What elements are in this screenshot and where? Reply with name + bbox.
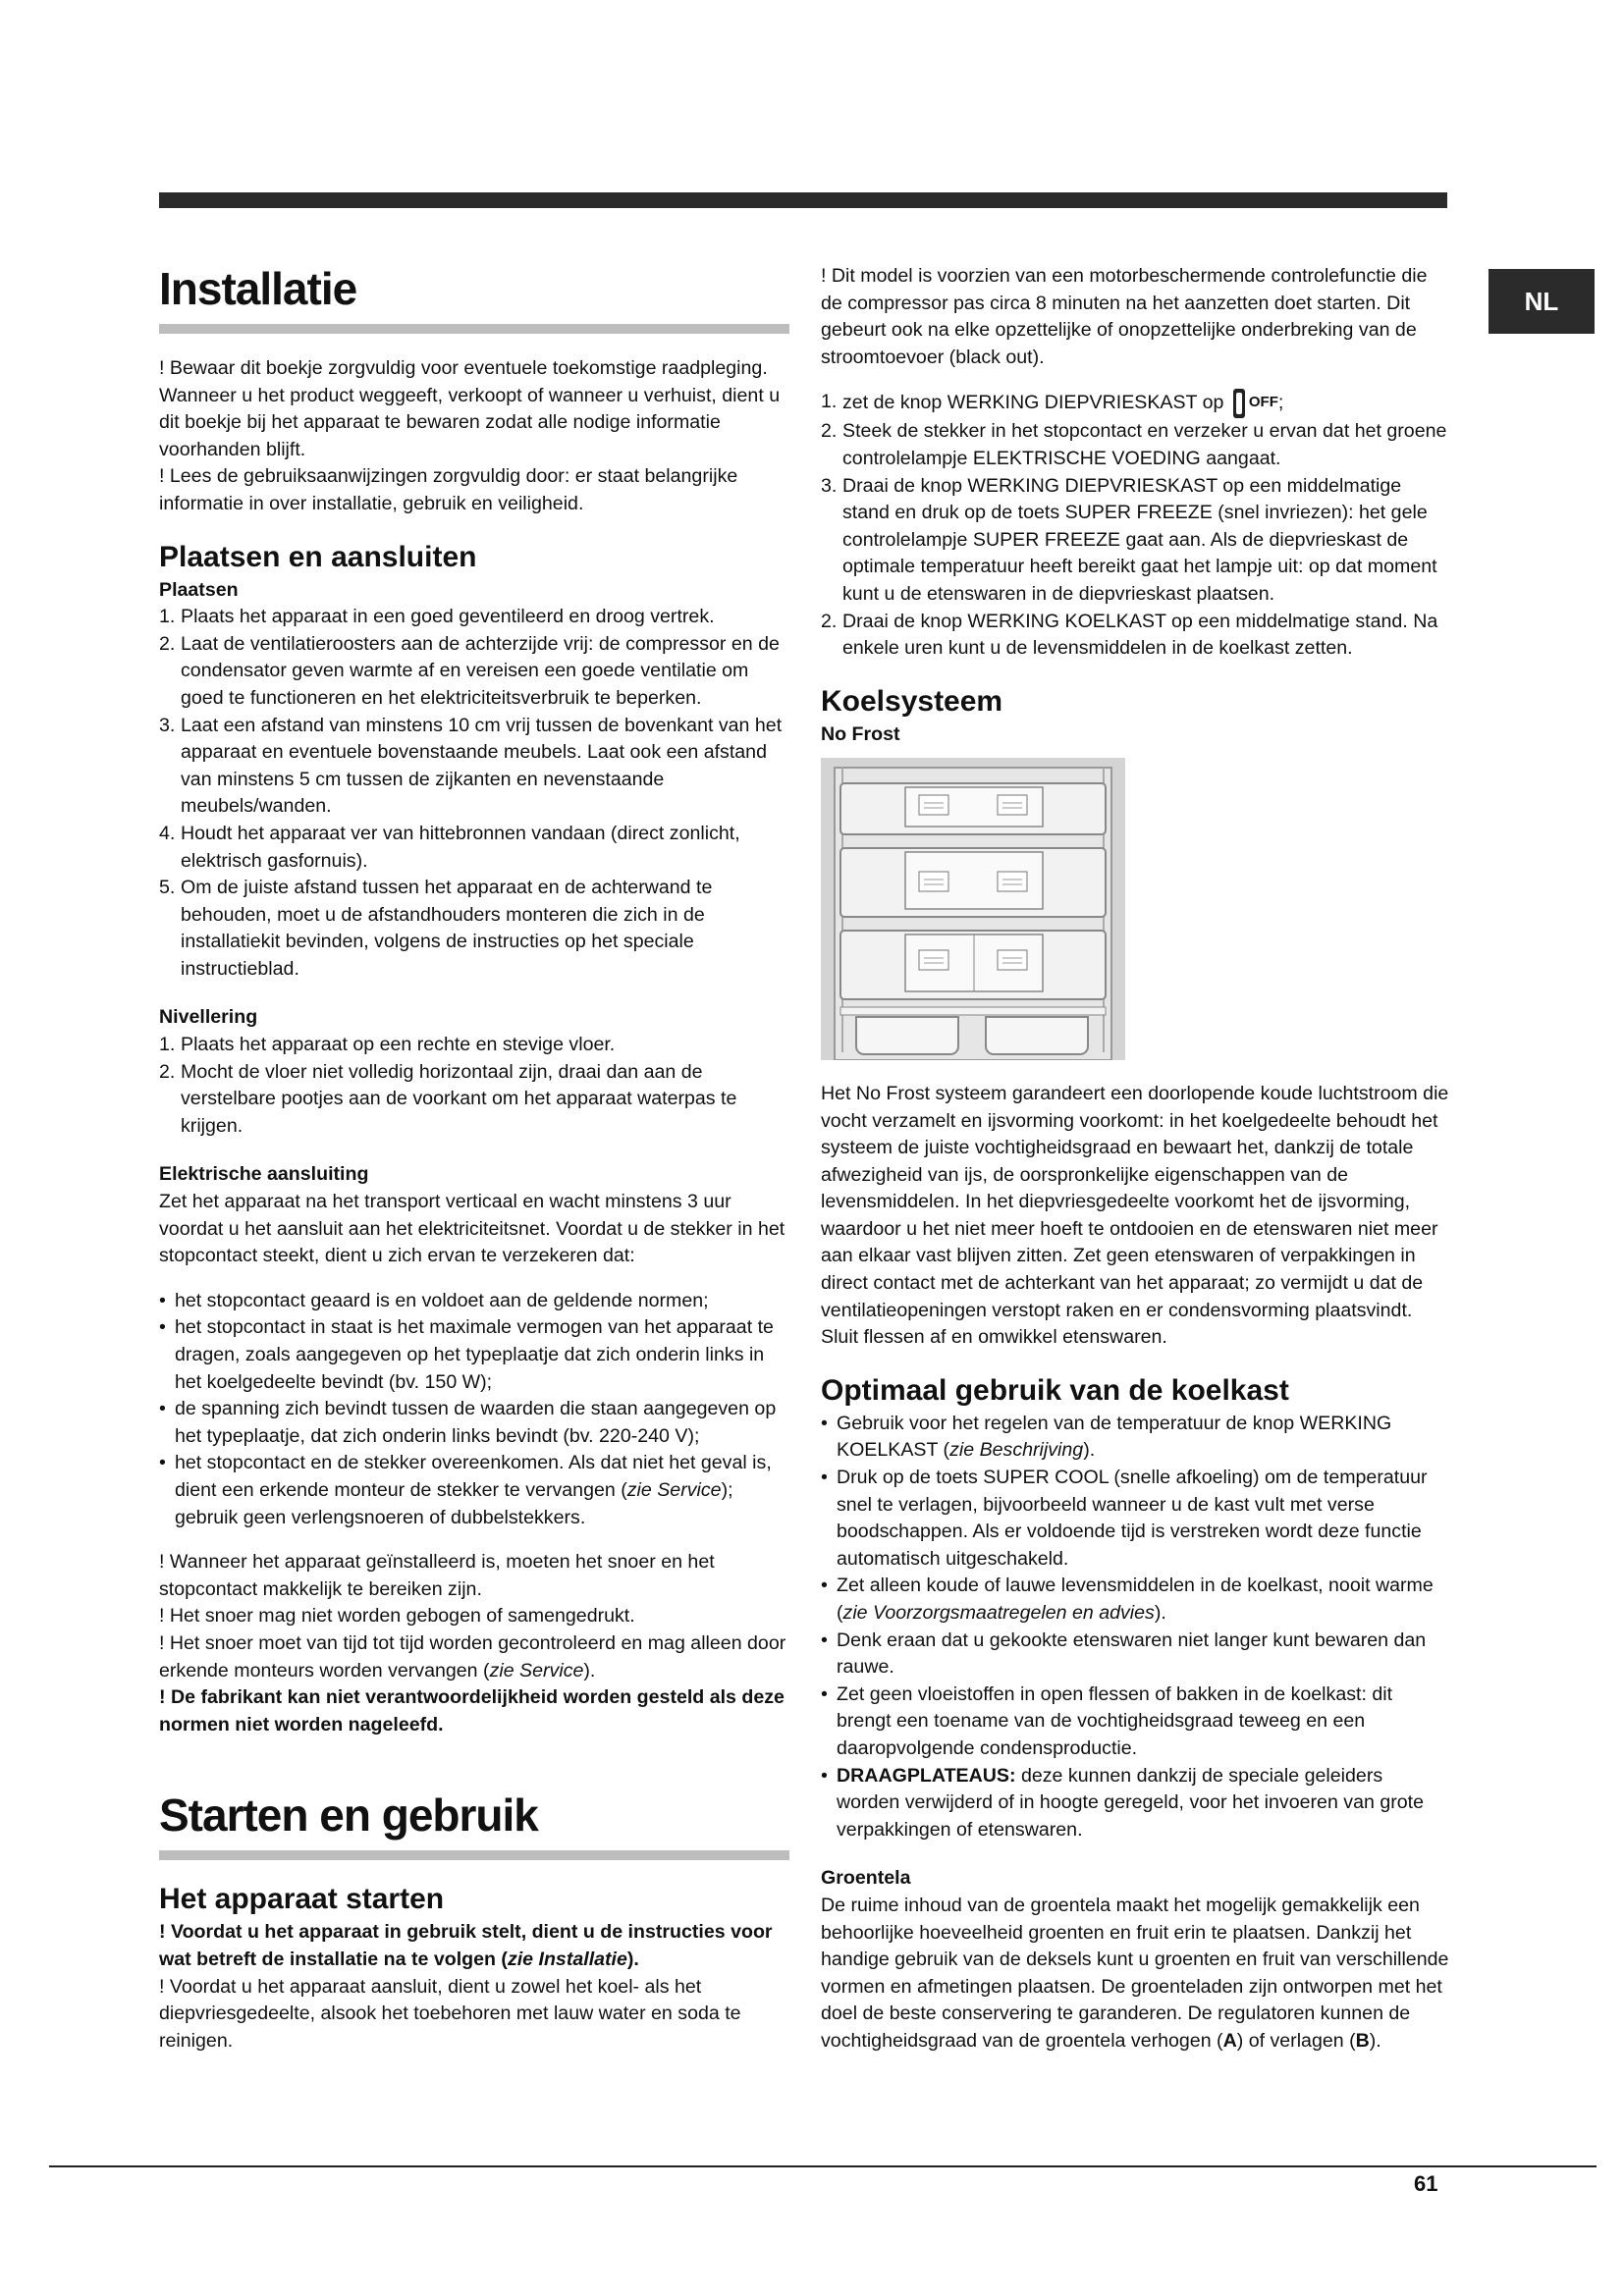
bullet-list	[159, 1288, 789, 1531]
shelf-2	[840, 848, 1106, 917]
knob-off-icon	[1233, 389, 1245, 418]
shelf-3	[840, 931, 1106, 999]
list-item: • Zet geen vloeistoffen in open flessen of bakken in de koelkast: dit brengt een toename van de vochtigheidsgraad teweeg en een daaropvolgende condensproductie.	[821, 1682, 1393, 1759]
list-item: 1. Plaats het apparaat op een rechte en stevige vloer.	[159, 1034, 616, 1056]
language-tab	[1489, 269, 1595, 334]
section-heading: Koelsysteem	[821, 684, 1003, 718]
list-item: 1. Plaats het apparaat in een goed geventileerd en droog vertrek.	[159, 606, 715, 628]
steps-list	[821, 389, 1449, 662]
title-underline	[159, 324, 789, 334]
list-item: 3. Laat een afstand van minstens 10 cm vrij tussen de bovenkant van het apparaat en eventuele bovenstaande meubels. Laat ook een afstand van minstens 5 cm tussen de zijkanten en nevenstaande meubels/wanden.	[159, 714, 783, 818]
list-item: 2. Laat de ventilatieroosters aan de achterzijde vrij: de compressor en de condensator geven warmte af en vereisen een goede ventilatie om goed te functioneren en het elektriciteitsverbruik te beperken.	[159, 632, 780, 709]
paragraph: ! Dit model is voorzien van een motorbeschermende controlefunctie die de compressor pas circa 8 minuten na het aanzetten doet starten. Dit gebeurt ook na elke opzettelijke of onopzettelijke onderbreking van de stroomtoevoer (black out).	[821, 265, 1428, 368]
list-item: 2. Draai de knop WERKING KOELKAST op een middelmatige stand. Na enkele uren kunt u de levensmiddelen in de koelkast zetten.	[821, 610, 1438, 660]
list-item: • Druk op de toets SUPER COOL (snelle afkoeling) om de temperatuur snel te verlagen, bijvoorbeeld wanneer u de kast vult met verse boodschappen. Als er voldoende tijd is verstreken wordt deze functie automatisch uitgeschakeld.	[821, 1467, 1428, 1570]
list-item: • Zet alleen koude of lauwe levensmiddelen in de koelkast, nooit warme (zie Voorzorgsmaatregelen en advies).	[821, 1575, 1434, 1624]
list-item: • de spanning zich bevindt tussen de waarden die staan aangegeven op het typeplaatje, dat zich onderin links bevindt (bv. 220-240 V);	[159, 1398, 777, 1447]
right-column	[821, 263, 1449, 2056]
subheading: No Frost	[821, 722, 900, 745]
tips-list	[821, 1411, 1449, 1844]
paragraph: De ruime inhoud van de groentela maakt het mogelijk gemakkelijk een behoorlijke hoeveelheid groenten en fruit erin te plaatsen. Dankzij het handige gebruik van de deksels kunt u groenten en fruit van verschillende vormen en afmetingen plaatsen. De groenteladen zijn ontworpen met het doel de beste conservering te garanderen. De regulatoren kunnen de vochtigheidsgraad van de groentela verhogen (A) of verlagen (B).	[821, 1894, 1449, 2052]
paragraph: ! Voordat u het apparaat aansluit, dient u zowel het koel- als het diepvriesgedeelte, alsook het toebehoren met lauw water en soda te reinigen.	[159, 1975, 741, 2052]
paragraph: Zet het apparaat na het transport verticaal en wacht minstens 3 uur voordat u het aansluit aan het elektriciteitsnet. Voordat u de stekker in het stopcontact steekt, dient u zich ervan te verzekeren dat:	[159, 1191, 785, 1267]
list-item: • het stopcontact geaard is en voldoet aan de geldende normen;	[159, 1289, 709, 1311]
intro-paragraph: ! Lees de gebruiksaanwijzingen zorgvuldig door: er staat belangrijke informatie in over installatie, gebruik en veiligheid.	[159, 465, 738, 514]
note: ! Het snoer moet van tijd tot tijd worden gecontroleerd en mag alleen door erkende monteurs worden vervangen (zie Service).	[159, 1631, 786, 1682]
left-column	[159, 251, 789, 2055]
section-heading: Plaatsen en aansluiten	[159, 540, 477, 573]
list-item: 1. zet de knop WERKING DIEPVRIESKAST op $^{OFF}$;	[821, 389, 1449, 418]
nofrost-fridge-illustration	[821, 758, 1125, 1060]
title-underline	[159, 1850, 789, 1860]
list-item: • DRAAGPLATEAUS: deze kunnen dankzij de speciale geleiders worden verwijderd of in hoogte geregeld, voor het invoeren van grote verpakkingen of etenswaren.	[821, 1764, 1424, 1841]
section-heading: Het apparaat starten	[159, 1883, 445, 1916]
note: ! Wanneer het apparaat geïnstalleerd is, moeten het snoer en het stopcontact makkelijk te bereiken zijn.	[159, 1551, 715, 1600]
note: ! Het snoer mag niet worden gebogen of samengedrukt.	[159, 1605, 635, 1628]
paragraph: Het No Frost systeem garandeert een doorlopende koude luchtstroom die vocht verzamelt en ijsvorming voorkomt: in het koelgedeelte behoudt het systeem de juiste vochtigheidsgraad en bewaart het, dankzij de totale afwezigheid van ijs, de oorspronkelijke eigenschappen van de levensmiddelen. In het diepvriesgedeelte voorkomt het de ijsvorming, waardoor u het niet meer hoeft te ontdooien en de etenswaren niet meer aan elkaar vast blijven zitten. Zet geen etenswaren of verpakkingen in direct contact met de achterkant van het apparaat; zo vermijdt u dat de ventilatieopeningen verstopt raken en er condensvorming plaatsvindt. Sluit flessen af en omwikkel etenswaren.	[821, 1082, 1449, 1349]
list-item: 5. Om de juiste afstand tussen het apparaat en de achterwand te behouden, moet u de afstandhouders monteren die zich in de installatiekit bevinden, volgens de instructies op het speciale instructieblad.	[159, 877, 713, 980]
list-item: • Gebruik voor het regelen van de temperatuur de knop WERKING KOELKAST (zie Beschrijving).	[821, 1412, 1392, 1462]
subheading: Nivellering	[159, 1006, 258, 1029]
subheading: Groentela	[821, 1867, 911, 1890]
list-item: 2. Mocht de vloer niet volledig horizontaal zijn, draai dan aan de verstelbare pootjes aan de voorkant om het apparaat waterpas te krijgen.	[159, 1060, 737, 1137]
section-heading: Optimaal gebruik van de koelkast	[821, 1373, 1289, 1407]
list-item: 3. Draai de knop WERKING DIEPVRIESKAST op een middelmatige stand en druk op de toets SUPER FREEZE (snel invriezen): het gele controlelampje SUPER FREEZE gaat aan. Als de diepvrieskast de optimale temperatuur heeft bereikt gaat het lampje uit: op dat moment kunt u de etenswaren in de diepvrieskast plaatsen.	[821, 474, 1437, 605]
list-item: 2. Steek de stekker in het stopcontact en verzeker u ervan dat het groene controlelampje ELEKTRISCHE VOEDING aangaat.	[821, 420, 1447, 469]
subheading: Plaatsen	[159, 578, 239, 601]
paragraph: ! Voordat u het apparaat in gebruik stelt, dient u de instructies voor wat betreft de installatie na te volgen (zie Installatie).	[159, 1921, 773, 1970]
list-item: • het stopcontact en de stekker overeenkomen. Als dat niet het geval is, dient een erkende monteur de stekker te vervangen (zie Service); gebruik geen verlengsnoeren of dubbelstekkers.	[159, 1452, 772, 1528]
installatie-title: Installatie	[159, 263, 357, 314]
plaatsen-list	[159, 604, 789, 983]
intro-paragraph: ! Bewaar dit boekje zorgvuldig voor eventuele toekomstige raadpleging. Wanneer u het product weggeeft, verkoopt of wanneer u verhuist, dient u dit boekje bij het apparaat te bewaren zodat alle nodige informatie voorhanden blijft.	[159, 357, 781, 460]
subheading: Elektrische aansluiting	[159, 1163, 369, 1186]
bottom-rule	[49, 2165, 1597, 2167]
warning-note: ! De fabrikant kan niet verantwoordelijkheid worden gesteld als deze normen niet worden nageleefd.	[159, 1686, 785, 1735]
list-item: • het stopcontact in staat is het maximale vermogen van het apparaat te dragen, zoals aangegeven op het typeplaatje dat zich onderin links in het koelgedeelte bevindt (bv. 150 W);	[159, 1316, 774, 1393]
language-label: NL	[1524, 286, 1559, 316]
top-rule	[159, 192, 1447, 208]
starten-title: Starten en gebruik	[159, 1789, 538, 1842]
list-item: 4. Houdt het apparaat ver van hittebronnen vandaan (direct zonlicht, elektrisch gasfornuis).	[159, 822, 740, 872]
page-number: 61	[1414, 2171, 1438, 2196]
nivellering-list	[159, 1032, 789, 1140]
shelf-1	[840, 783, 1106, 834]
list-item: • Denk eraan dat u gekookte etenswaren niet langer kunt bewaren dan rauwe.	[821, 1629, 1427, 1679]
